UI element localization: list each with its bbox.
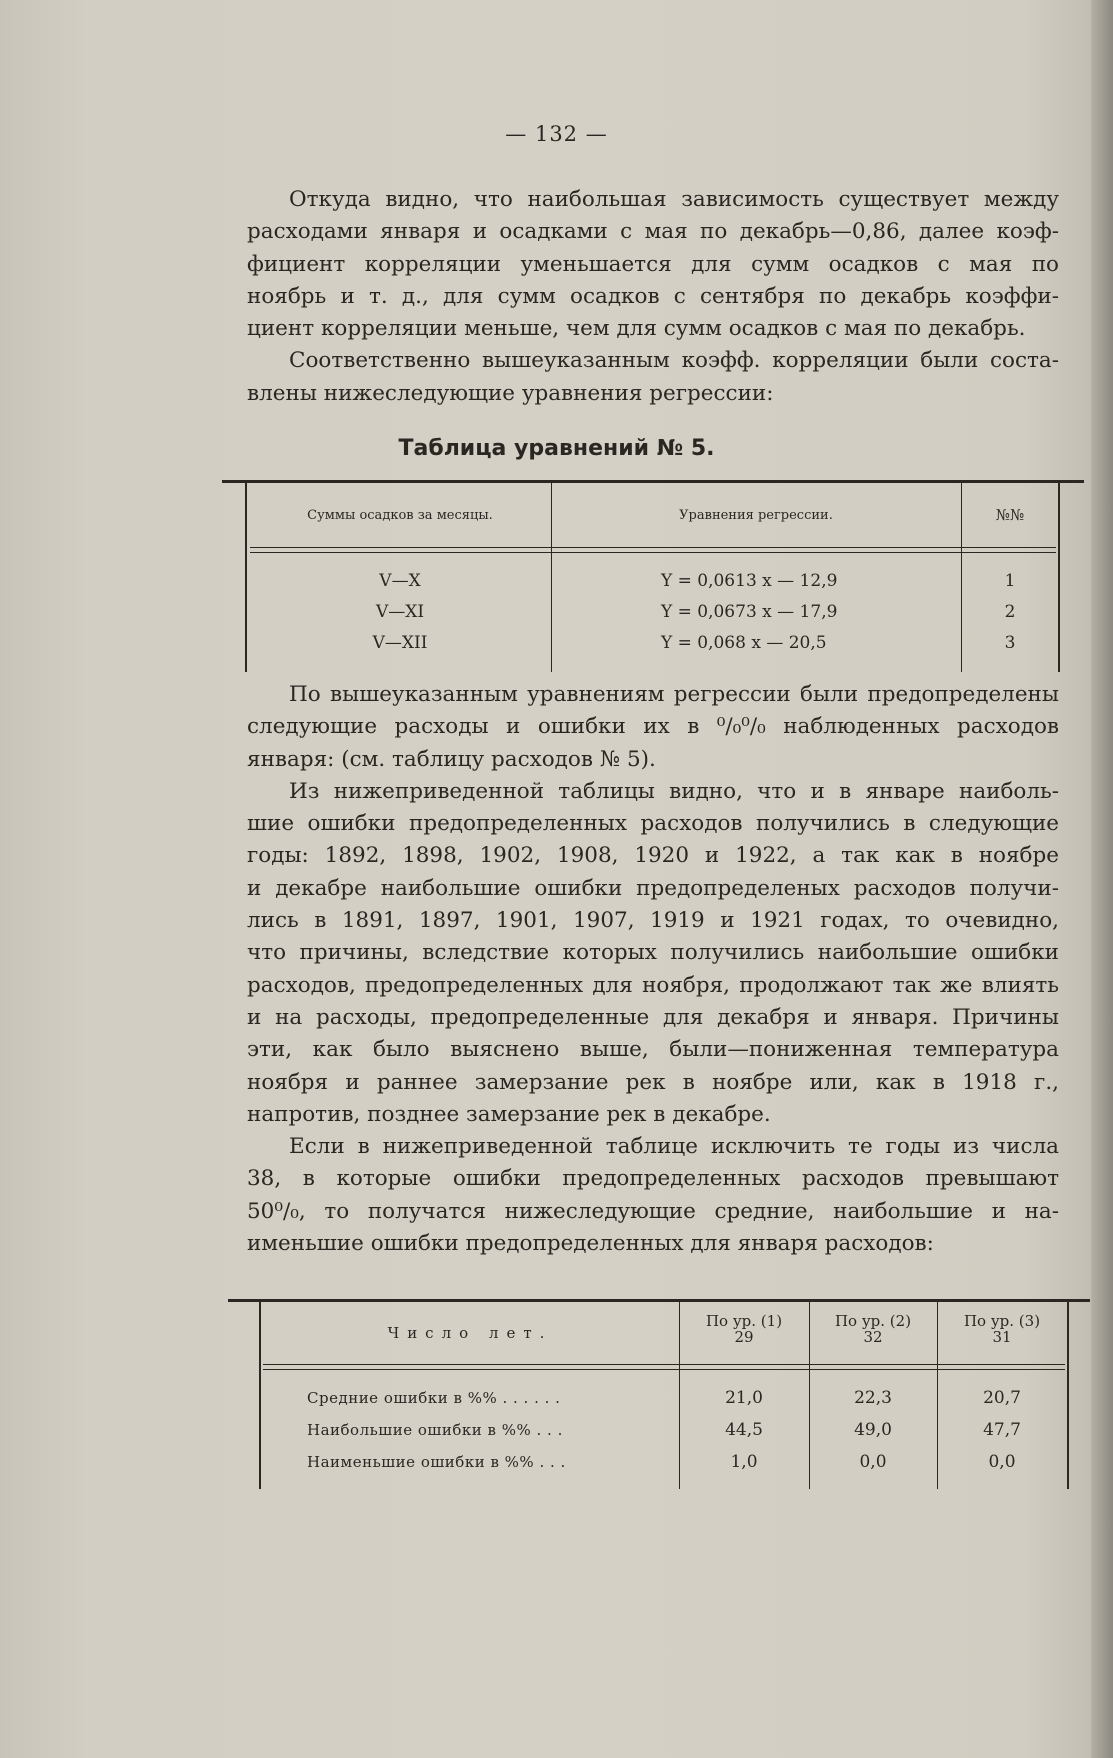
text-line: Если в нижеприведенной таблице исключить те годы из числа	[289, 1134, 1059, 1160]
column-divider	[961, 482, 962, 672]
header-equation: Уравнения регрессии.	[679, 508, 833, 523]
text-line: циент корреляции меньше, чем для сумм осадков с мая по декабрь.	[247, 316, 1026, 342]
table-cell: 21,0	[725, 1388, 763, 1408]
text-line: расходов, предопределенных для ноября, продолжают так же влиять	[247, 972, 1059, 998]
page-edge	[1091, 0, 1113, 1758]
text-line: фициент корреляции уменьшается для сумм осадков с мая по	[247, 251, 1059, 277]
table-cell: 1	[1004, 571, 1016, 591]
row-label: Наибольшие ошибки в %% . . .	[307, 1421, 563, 1439]
table-cell: 20,7	[983, 1388, 1021, 1408]
text-line: следующие расходы и ошибки их в ⁰/₀⁰/₀ наблюденных расходов	[247, 714, 1059, 740]
table-right-border	[1058, 482, 1060, 672]
table-left-border	[259, 1301, 261, 1489]
text-line: ноябрь и т. д., для сумм осадков с сентября по декабрь коэффи-	[247, 283, 1059, 309]
table-cell: 2	[1004, 602, 1016, 622]
column-divider	[679, 1301, 680, 1489]
table-cell: Y = 0,0613 x — 12,9	[661, 571, 838, 591]
text-line: именьшие ошибки предопределенных для января расходов:	[247, 1231, 934, 1257]
row-label: Наименьшие ошибки в %% . . .	[307, 1453, 566, 1471]
table-cell: 3	[1004, 633, 1016, 653]
row-label: Средние ошибки в %% . . . . . .	[307, 1389, 561, 1407]
column-divider	[809, 1301, 810, 1489]
text-line: Из нижеприведенной таблицы видно, что и в январе наиболь-	[289, 778, 1059, 804]
table-cell: 49,0	[854, 1420, 892, 1440]
text-line: и декабре наибольшие ошибки предопределеных расходов получи-	[247, 875, 1059, 901]
header-equation-1: По ур. (1) 29	[705, 1312, 783, 1346]
column-divider	[937, 1301, 938, 1489]
table-cell: Y = 0,068 x — 20,5	[661, 633, 827, 653]
header-equation-3: По ур. (3) 31	[963, 1312, 1041, 1346]
text-line: 38, в которые ошибки предопределенных расходов превышают	[247, 1166, 1059, 1192]
table-cell: 47,7	[983, 1420, 1021, 1440]
table-cell: 1,0	[730, 1452, 758, 1472]
header-rule	[250, 552, 1056, 553]
text-line: эти, как было выяснено выше, были—пониженная температура	[247, 1037, 1059, 1063]
text-line: Соответственно вышеуказанным коэфф. корреляции были соста-	[289, 348, 1059, 374]
paragraph-intro	[247, 184, 1059, 410]
table-right-border	[1067, 1301, 1069, 1489]
text-line: влены нижеследующие уравнения регрессии:	[247, 380, 774, 406]
header-rule	[263, 1369, 1065, 1370]
text-line: и на расходы, предопределенные для декабря и января. Причины	[247, 1004, 1059, 1030]
table-caption: Таблица уравнений № 5.	[398, 436, 715, 461]
table-cell: 22,3	[854, 1388, 892, 1408]
header-rule	[263, 1364, 1065, 1365]
table-cell: Y = 0,0673 x — 17,9	[661, 602, 838, 622]
header-years-count: Число лет.	[387, 1324, 553, 1342]
text-line: 50⁰/₀, то получатся нижеследующие средние, наибольшие и на-	[247, 1198, 1059, 1224]
text-line: Откуда видно, что наибольшая зависимость существует между	[289, 187, 1059, 212]
table-cell: V—XI	[375, 602, 425, 622]
text-line: что причины, вследствие которых получились наибольшие ошибки	[247, 940, 1059, 966]
column-divider	[551, 482, 552, 672]
table-cell: V—XII	[372, 633, 428, 653]
paragraph-body	[247, 679, 1059, 1260]
table-left-border	[245, 482, 247, 672]
text-line: шие ошибки предопределенных расходов получились в следующие	[247, 811, 1059, 837]
header-months: Суммы осадков за месяцы.	[307, 508, 493, 523]
header-rule	[250, 547, 1056, 548]
text-line: января: (см. таблицу расходов № 5).	[247, 746, 656, 772]
text-line: По вышеуказанным уравнениям регрессии были предопределены	[289, 682, 1059, 707]
text-line: напротив, позднее замерзание рек в декабре.	[247, 1101, 771, 1127]
text-line: расходами января и осадками с мая по декабрь—0,86, далее коэф-	[247, 219, 1059, 245]
table-top-rule	[228, 1299, 1090, 1302]
text-line: ноября и раннее замерзание рек в ноябре или, как в 1918 г.,	[247, 1069, 1059, 1095]
header-equation-2: По ур. (2) 32	[834, 1312, 912, 1346]
page-number: — 132 —	[505, 122, 608, 146]
header-number: №№	[995, 506, 1025, 524]
text-line: лись в 1891, 1897, 1901, 1907, 1919 и 1921 годах, то очевидно,	[247, 908, 1059, 934]
table-cell: V—X	[379, 571, 421, 591]
text-line: годы: 1892, 1898, 1902, 1908, 1920 и 1922, а так как в ноябре	[247, 843, 1059, 869]
table-cell: 0,0	[988, 1452, 1016, 1472]
table-cell: 44,5	[725, 1420, 763, 1440]
table-top-rule	[222, 480, 1084, 483]
table-cell: 0,0	[859, 1452, 887, 1472]
